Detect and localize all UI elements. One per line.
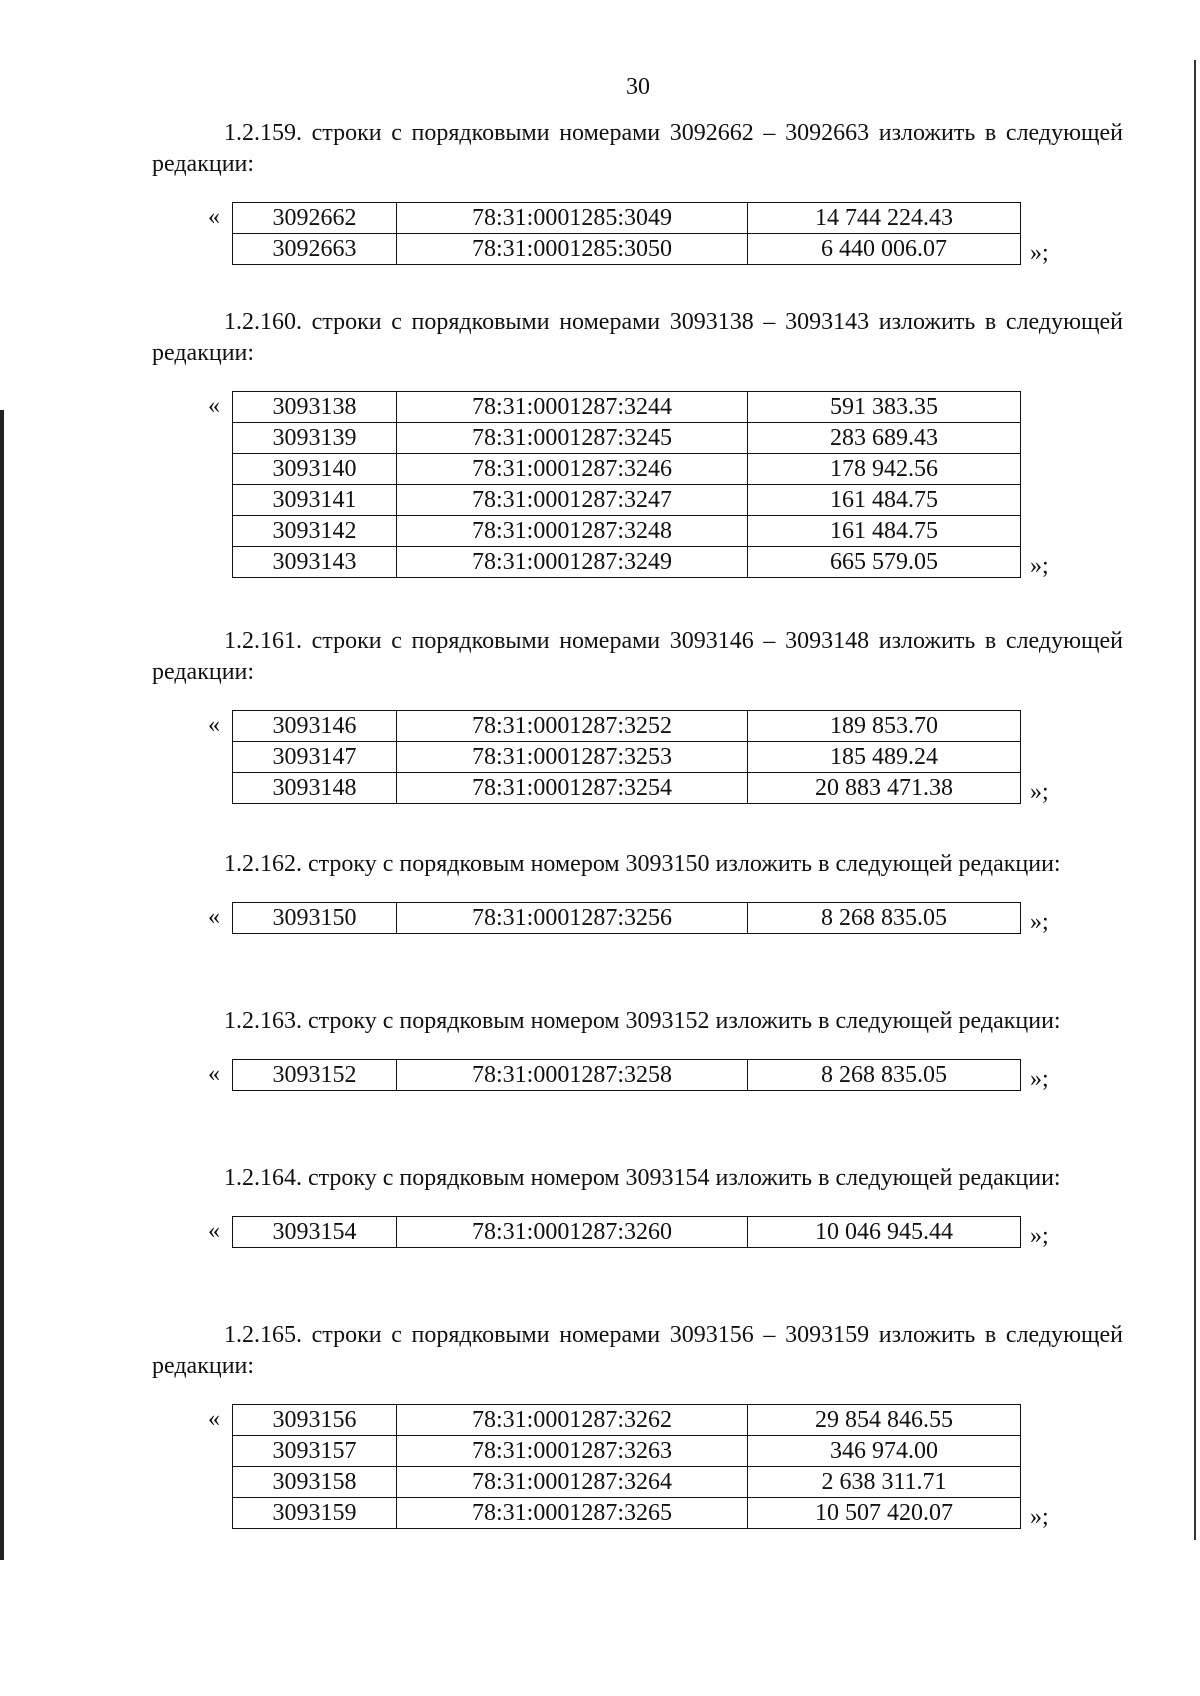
value-cell: 20 883 471.38 [748,773,1021,804]
cadastral-number-cell: 78:31:0001287:3252 [397,711,748,742]
value-cell: 29 854 846.55 [748,1405,1021,1436]
amendment-paragraph: 1.2.165. строки с порядковыми номерами 3093156 – 3093159 изложить в следующей редакции: [152,1322,1123,1379]
table-row [233,392,1021,423]
row-number-cell: 3093157 [233,1436,397,1467]
amendment-paragraph: 1.2.161. строки с порядковыми номерами 3093146 – 3093148 изложить в следующей редакции: [152,628,1123,685]
cadastral-number-cell: 78:31:0001287:3263 [397,1436,748,1467]
cadastral-number-cell: 78:31:0001287:3264 [397,1467,748,1498]
cadastral-number-cell: 78:31:0001287:3248 [397,516,748,547]
value-cell: 189 853.70 [748,711,1021,742]
value-cell: 346 974.00 [748,1436,1021,1467]
cadastral-number-cell: 78:31:0001287:3258 [397,1060,748,1091]
amendment-paragraph: 1.2.164. строку с порядковым номером 3093154 изложить в следующей редакции: [224,1165,1061,1191]
close-quote: »; [1030,1223,1049,1249]
cadastral-number-cell: 78:31:0001287:3260 [397,1217,748,1248]
table-row [233,1498,1021,1529]
amendment-section [152,1163,1123,1248]
table-row [233,773,1021,804]
amendment-section [152,849,1123,934]
cadastral-number-cell: 78:31:0001287:3247 [397,485,748,516]
row-number-cell: 3093141 [233,485,397,516]
cadastral-number-cell: 78:31:0001285:3050 [397,234,748,265]
row-number-cell: 3093159 [233,1498,397,1529]
table-row [233,903,1021,934]
row-number-cell: 3092662 [233,203,397,234]
open-quote: « [208,1406,220,1432]
amendment-section [152,118,1123,265]
value-cell: 665 579.05 [748,547,1021,578]
value-cell: 10 507 420.07 [748,1498,1021,1529]
table-row [233,423,1021,454]
table-row [233,234,1021,265]
amendment-section [152,1320,1123,1529]
table-row [233,454,1021,485]
page-number: 30 [626,74,650,100]
cadastral-number-cell: 78:31:0001287:3249 [397,547,748,578]
amendment-table [232,1059,1021,1091]
value-cell: 185 489.24 [748,742,1021,773]
table-row [233,742,1021,773]
table-row [233,516,1021,547]
open-quote: « [208,1061,220,1087]
row-number-cell: 3093146 [233,711,397,742]
table-row [233,1217,1021,1248]
close-quote: »; [1030,909,1049,935]
amendment-table [232,710,1021,804]
row-number-cell: 3093142 [233,516,397,547]
row-number-cell: 3093139 [233,423,397,454]
table-row [233,203,1021,234]
open-quote: « [208,204,220,230]
amendment-table-wrap [152,202,1123,265]
open-quote: « [208,712,220,738]
table-row [233,547,1021,578]
amendment-section [152,626,1123,804]
cadastral-number-cell: 78:31:0001287:3244 [397,392,748,423]
amendment-table-wrap [152,1216,1123,1248]
value-cell: 591 383.35 [748,392,1021,423]
cadastral-number-cell: 78:31:0001287:3265 [397,1498,748,1529]
table-row [233,1467,1021,1498]
cadastral-number-cell: 78:31:0001287:3246 [397,454,748,485]
cadastral-number-cell: 78:31:0001285:3049 [397,203,748,234]
row-number-cell: 3093143 [233,547,397,578]
amendment-table [232,1216,1021,1248]
row-number-cell: 3093138 [233,392,397,423]
value-cell: 161 484.75 [748,485,1021,516]
row-number-cell: 3093148 [233,773,397,804]
amendment-table-wrap [152,1059,1123,1091]
row-number-cell: 3093158 [233,1467,397,1498]
amendment-paragraph: 1.2.162. строку с порядковым номером 3093150 изложить в следующей редакции: [224,851,1061,877]
amendment-section [152,307,1123,578]
open-quote: « [208,1218,220,1244]
amendment-table [232,391,1021,578]
cadastral-number-cell: 78:31:0001287:3245 [397,423,748,454]
close-quote: »; [1030,240,1049,266]
cadastral-number-cell: 78:31:0001287:3256 [397,903,748,934]
row-number-cell: 3093152 [233,1060,397,1091]
table-row [233,1060,1021,1091]
scan-edge-left [0,410,4,1560]
value-cell: 6 440 006.07 [748,234,1021,265]
row-number-cell: 3093147 [233,742,397,773]
close-quote: »; [1030,553,1049,579]
amendment-table-wrap [152,391,1123,578]
table-row [233,1436,1021,1467]
value-cell: 283 689.43 [748,423,1021,454]
row-number-cell: 3093154 [233,1217,397,1248]
amendment-paragraph: 1.2.160. строки с порядковыми номерами 3093138 – 3093143 изложить в следующей редакции: [152,309,1123,366]
table-row [233,485,1021,516]
amendment-paragraph: 1.2.159. строки с порядковыми номерами 3092662 – 3092663 изложить в следующей редакции: [152,120,1123,177]
cadastral-number-cell: 78:31:0001287:3253 [397,742,748,773]
value-cell: 2 638 311.71 [748,1467,1021,1498]
amendment-paragraph: 1.2.163. строку с порядковым номером 3093152 изложить в следующей редакции: [224,1008,1061,1034]
amendment-table-wrap [152,902,1123,934]
amendment-table-wrap [152,710,1123,804]
value-cell: 161 484.75 [748,516,1021,547]
row-number-cell: 3093156 [233,1405,397,1436]
amendment-table [232,202,1021,265]
amendment-table [232,902,1021,934]
row-number-cell: 3092663 [233,234,397,265]
row-number-cell: 3093140 [233,454,397,485]
cadastral-number-cell: 78:31:0001287:3254 [397,773,748,804]
close-quote: »; [1030,1504,1049,1530]
value-cell: 10 046 945.44 [748,1217,1021,1248]
scan-edge-right [1194,60,1196,1540]
row-number-cell: 3093150 [233,903,397,934]
cadastral-number-cell: 78:31:0001287:3262 [397,1405,748,1436]
value-cell: 14 744 224.43 [748,203,1021,234]
open-quote: « [208,904,220,930]
table-row [233,1405,1021,1436]
close-quote: »; [1030,779,1049,805]
close-quote: »; [1030,1066,1049,1092]
amendment-section [152,1006,1123,1091]
amendment-table [232,1404,1021,1529]
amendment-table-wrap [152,1404,1123,1529]
value-cell: 8 268 835.05 [748,1060,1021,1091]
table-row [233,711,1021,742]
open-quote: « [208,393,220,419]
value-cell: 178 942.56 [748,454,1021,485]
value-cell: 8 268 835.05 [748,903,1021,934]
